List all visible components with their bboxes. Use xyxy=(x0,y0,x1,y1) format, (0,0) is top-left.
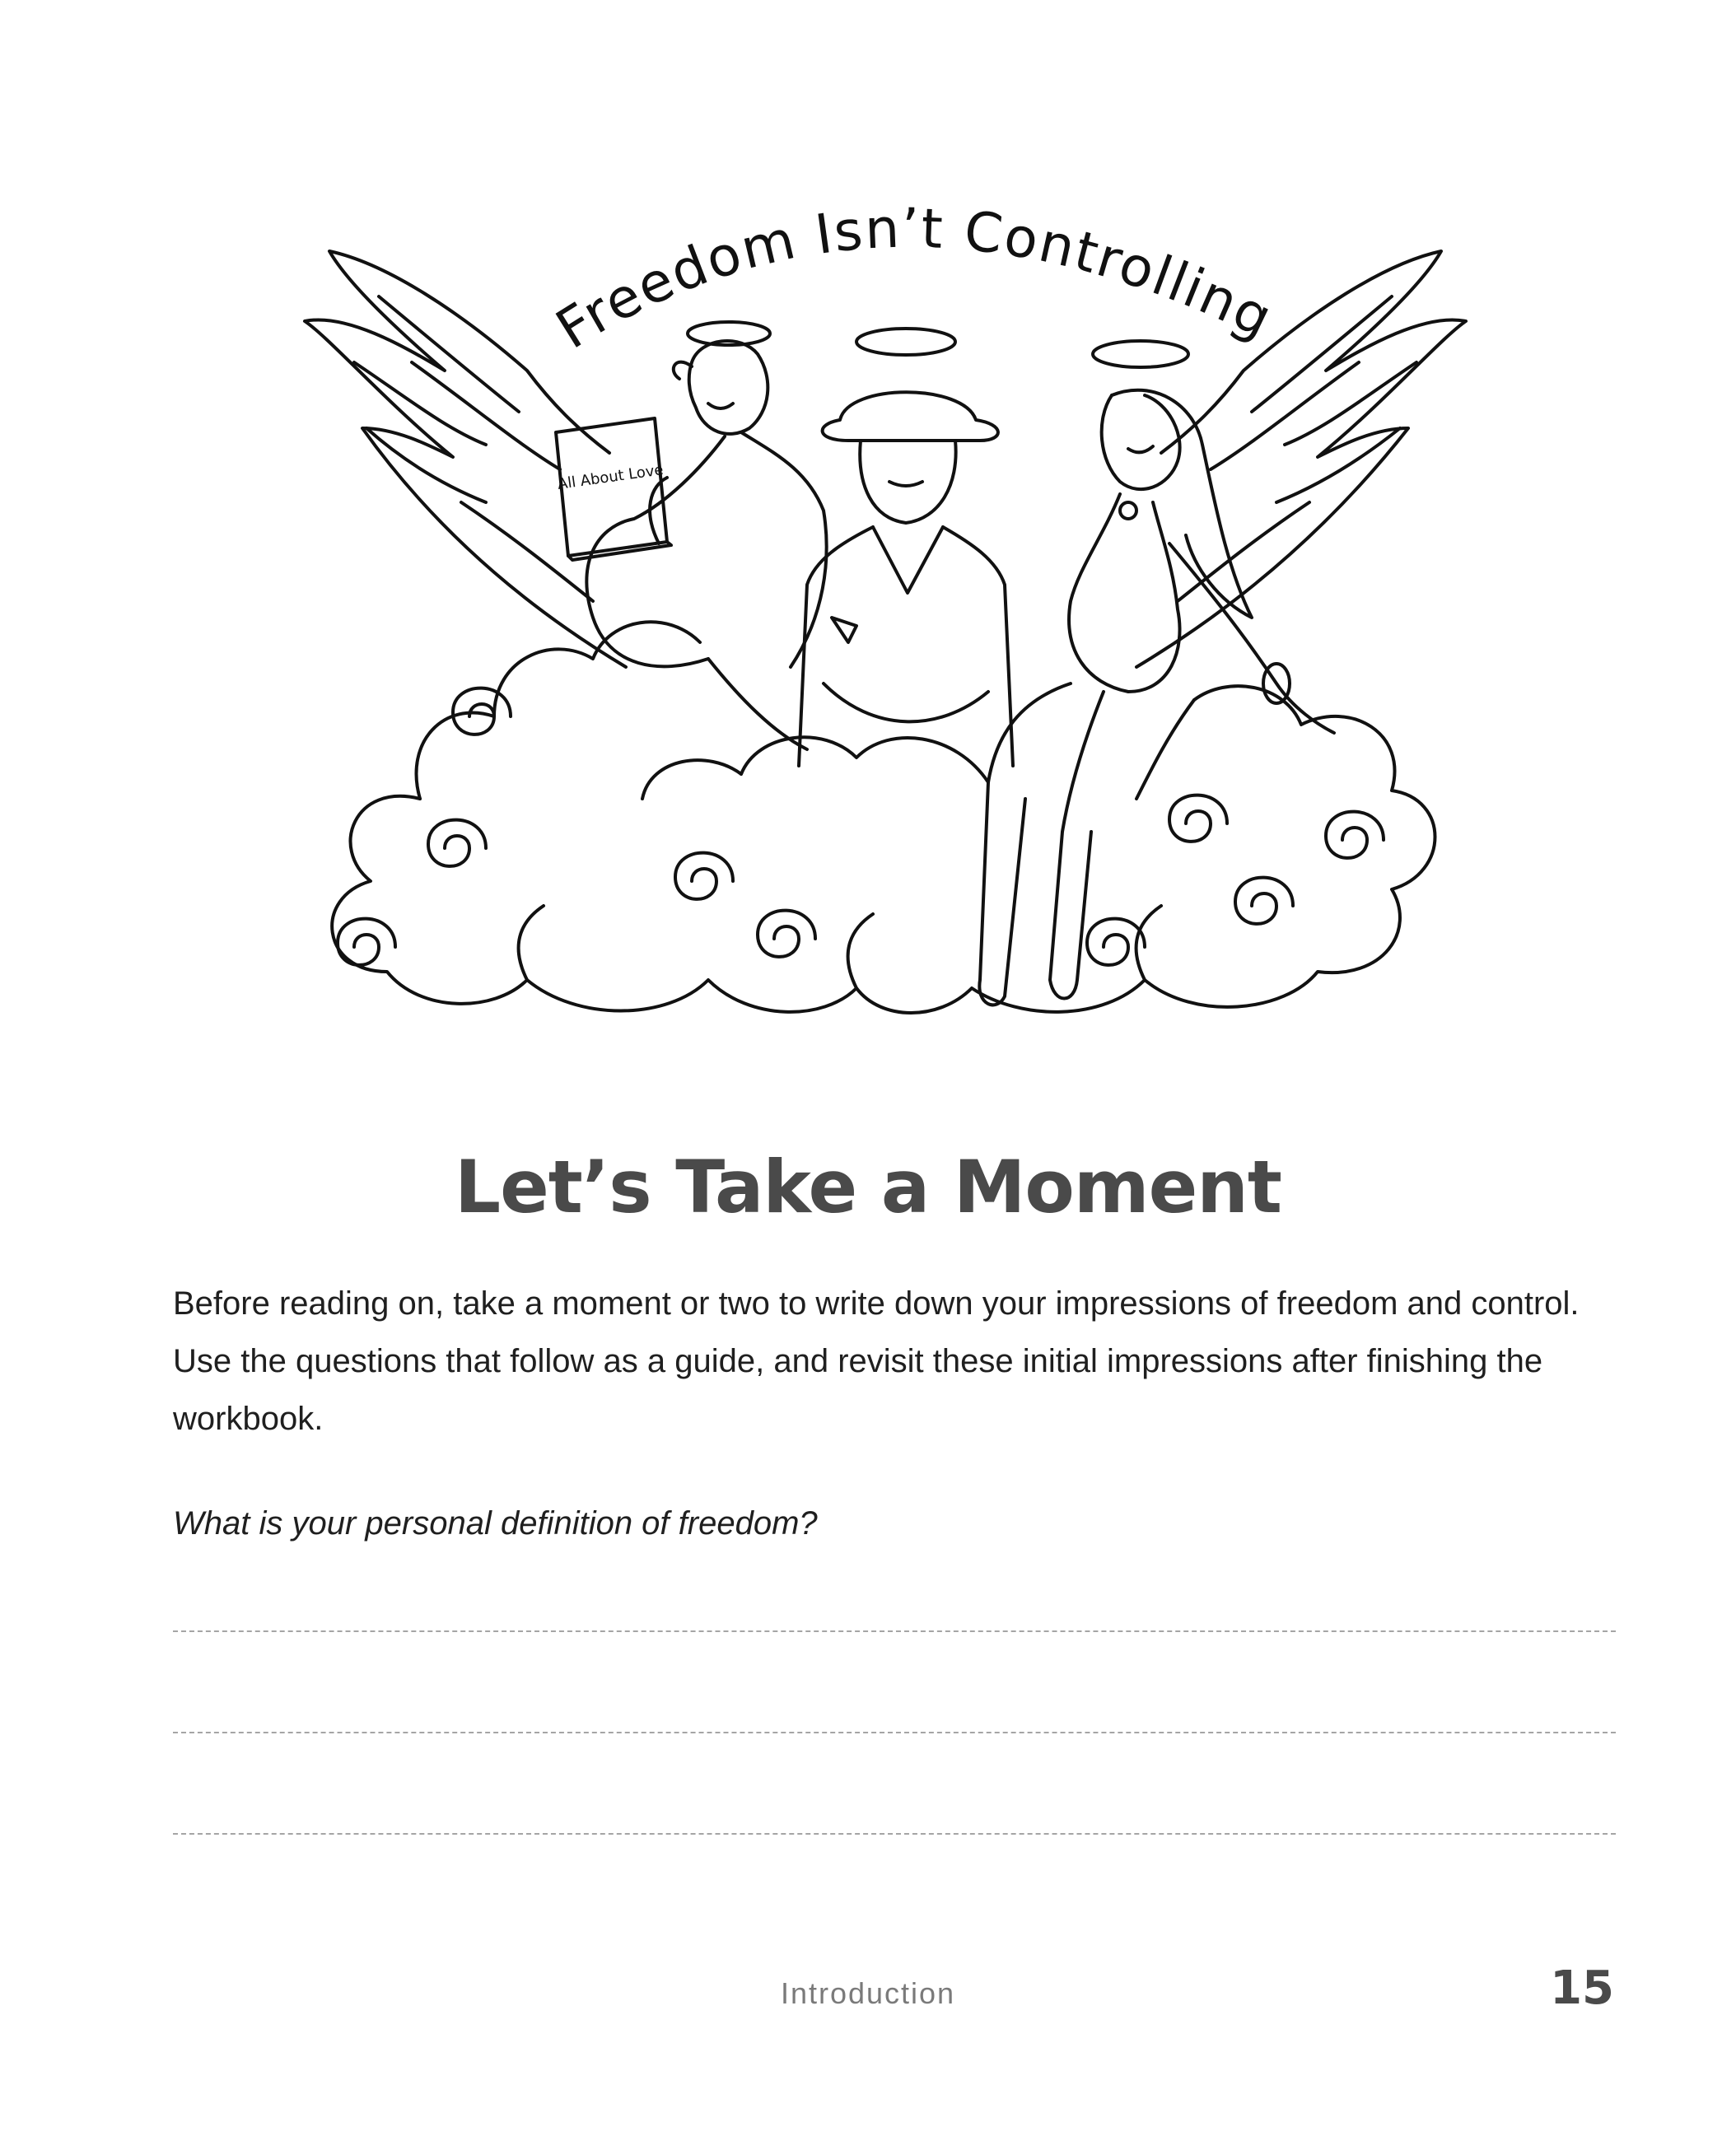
intro-paragraph: Before reading on, take a moment or two to write down your impressions of freedom and control. Use the questions that follow as a guide, and revisit these initial impressions after finishing the workbook. xyxy=(173,1285,1580,1437)
left-angel xyxy=(586,341,826,749)
illustration-arched-title xyxy=(545,197,1283,361)
page-number: 15 xyxy=(1550,1961,1614,2015)
center-angel xyxy=(799,392,1013,766)
answer-line-1[interactable] xyxy=(173,1630,1616,1632)
answer-line-2[interactable] xyxy=(173,1732,1616,1733)
clouds xyxy=(332,622,1435,1013)
answer-line-3[interactable] xyxy=(173,1833,1616,1835)
book-cover-text: All About Love xyxy=(556,461,665,493)
halo-right xyxy=(1093,341,1188,367)
footer-section-label: Introduction xyxy=(780,1976,956,2010)
halo-center xyxy=(856,329,955,355)
arched-title-text: Freedom Isn’t Controlling xyxy=(545,196,1283,361)
section-heading: Let’s Take a Moment xyxy=(455,1145,1281,1229)
question-prompt: What is your personal definition of freedom? xyxy=(173,1505,818,1542)
angels-on-clouds-illustration xyxy=(280,156,1482,1046)
